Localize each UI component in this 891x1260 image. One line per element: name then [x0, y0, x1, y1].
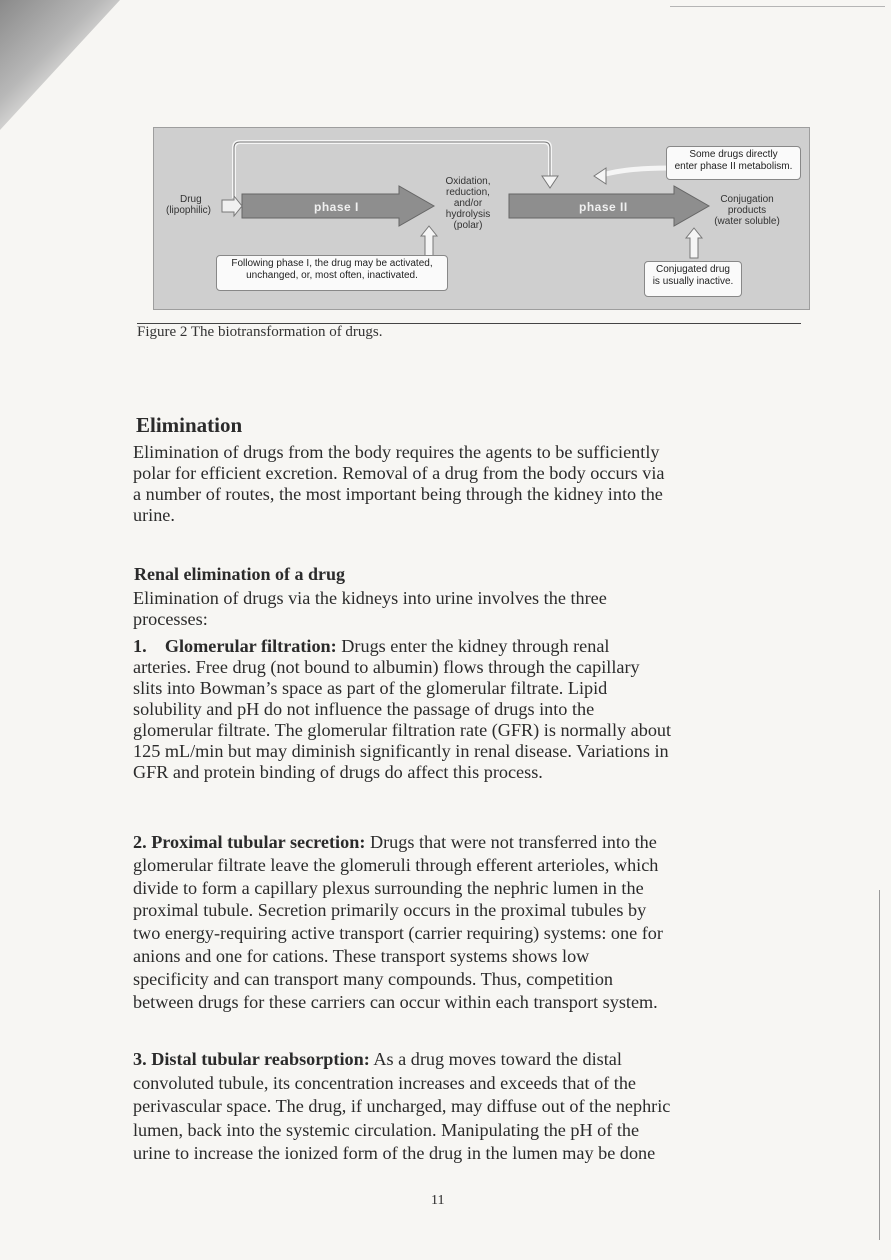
text-line: lumen, back into the systemic circulation. Manipulating the pH of the — [133, 1119, 640, 1140]
text-line: anions and one for cations. These transport systems shows low — [133, 945, 590, 966]
text-span: As a drug moves toward the distal — [373, 1049, 622, 1069]
text-line: urine. — [133, 505, 175, 525]
text-line: a number of routes, the most important being through the kidney into the — [133, 484, 663, 504]
text-line: Elimination of drugs via the kidneys into urine involves the three — [133, 588, 607, 608]
note-line: is usually inactive. — [652, 276, 734, 287]
distal-paragraph — [133, 1048, 758, 1166]
proximal-paragraph — [133, 831, 758, 1013]
result-line: and/or — [453, 198, 483, 209]
text-line: proximal tubule. Secretion primarily occurs in the proximal tubules by — [133, 900, 647, 921]
text-line: polar for efficient excretion. Removal of a drug from the body occurs via — [133, 463, 665, 483]
text-line: glomerular filtrate leave the glomeruli through efferent arterioles, which — [133, 854, 659, 875]
figure-caption: Figure 2 The biotransformation of drugs. — [137, 324, 383, 340]
page-number: 11 — [431, 1193, 445, 1208]
scan-edge-line — [670, 6, 885, 7]
direct-phase-two-note — [666, 146, 801, 180]
text-line: arteries. Free drug (not bound to albumin) flows through the capillary — [133, 657, 640, 677]
drug-label — [166, 194, 211, 216]
phase-one-label: phase I — [314, 200, 359, 214]
phase-one-note — [216, 255, 448, 291]
elimination-paragraph — [133, 442, 758, 526]
text-line: between drugs for these carriers can occur within each transport system. — [133, 991, 658, 1012]
drug-text: Drug — [180, 194, 202, 205]
result-line: (water soluble) — [714, 216, 780, 227]
result-line: products — [727, 205, 767, 216]
renal-heading: Renal elimination of a drug — [134, 564, 346, 584]
phase-one-result — [440, 176, 496, 231]
text-line: divide to form a capillary plexus surrounding the nephric lumen in the — [133, 877, 644, 898]
conjugated-drug-note — [644, 261, 742, 297]
note-line: Some drugs directly — [689, 149, 778, 160]
text-span: Drugs enter the kidney through renal — [341, 636, 610, 656]
text-line: perivascular space. The drug, if uncharged, may diffuse out of the nephric — [133, 1096, 671, 1116]
text-line: Elimination of drugs from the body requires the agents to be sufficiently — [133, 442, 660, 462]
text-line — [133, 636, 758, 657]
text-line: specificity and can transport many compounds. Thus, competition — [133, 968, 614, 989]
text-line: convoluted tubule, its concentration increases and exceeds that of the — [133, 1072, 637, 1093]
phase-two-label: phase II — [579, 200, 628, 214]
glomerular-paragraph — [133, 636, 758, 783]
text-line: two energy-requiring active transport (carrier requiring) systems: one for — [133, 923, 663, 944]
biotransformation-diagram — [153, 127, 810, 310]
result-line: Conjugation — [720, 194, 774, 205]
note-line: unchanged, or, most often, inactivated. — [246, 270, 418, 281]
result-line: Oxidation, — [445, 176, 491, 187]
phase-two-result — [702, 194, 792, 227]
text-line — [133, 1048, 758, 1072]
text-line — [133, 831, 758, 854]
text-line: GFR and protein binding of drugs do affect this process. — [133, 762, 543, 782]
glomerular-label: 1. Glomerular filtration: — [133, 636, 337, 656]
result-line: (polar) — [453, 220, 483, 231]
text-line: urine to increase the ionized form of the drug in the lumen may be done — [133, 1143, 656, 1163]
distal-label: 3. Distal tubular reabsorption: — [133, 1049, 370, 1069]
renal-intro — [133, 588, 758, 630]
proximal-label: 2. Proximal tubular secretion: — [133, 832, 366, 852]
text-span: Drugs that were not transferred into the — [369, 832, 657, 852]
note-line: Following phase I, the drug may be activated, — [231, 258, 433, 269]
text-line: 125 mL/min but may diminish significantly in renal disease. Variations in — [133, 741, 669, 761]
drug-type-text: (lipophilic) — [166, 205, 212, 216]
elimination-heading: Elimination — [136, 413, 243, 437]
scan-shadow — [0, 0, 120, 130]
note-line: enter phase II metabolism. — [674, 161, 793, 172]
text-line: slits into Bowman’s space as part of the glomerular filtrate. Lipid — [133, 678, 608, 698]
text-line: solubility and pH do not influence the passage of drugs into the — [133, 699, 595, 719]
result-line: reduction, — [446, 187, 490, 198]
scan-edge-line-right — [879, 890, 880, 1240]
text-line: glomerular filtrate. The glomerular filtration rate (GFR) is normally about — [133, 720, 672, 740]
result-line: hydrolysis — [445, 209, 491, 220]
text-line: processes: — [133, 609, 208, 629]
note-line: Conjugated drug — [656, 264, 730, 275]
